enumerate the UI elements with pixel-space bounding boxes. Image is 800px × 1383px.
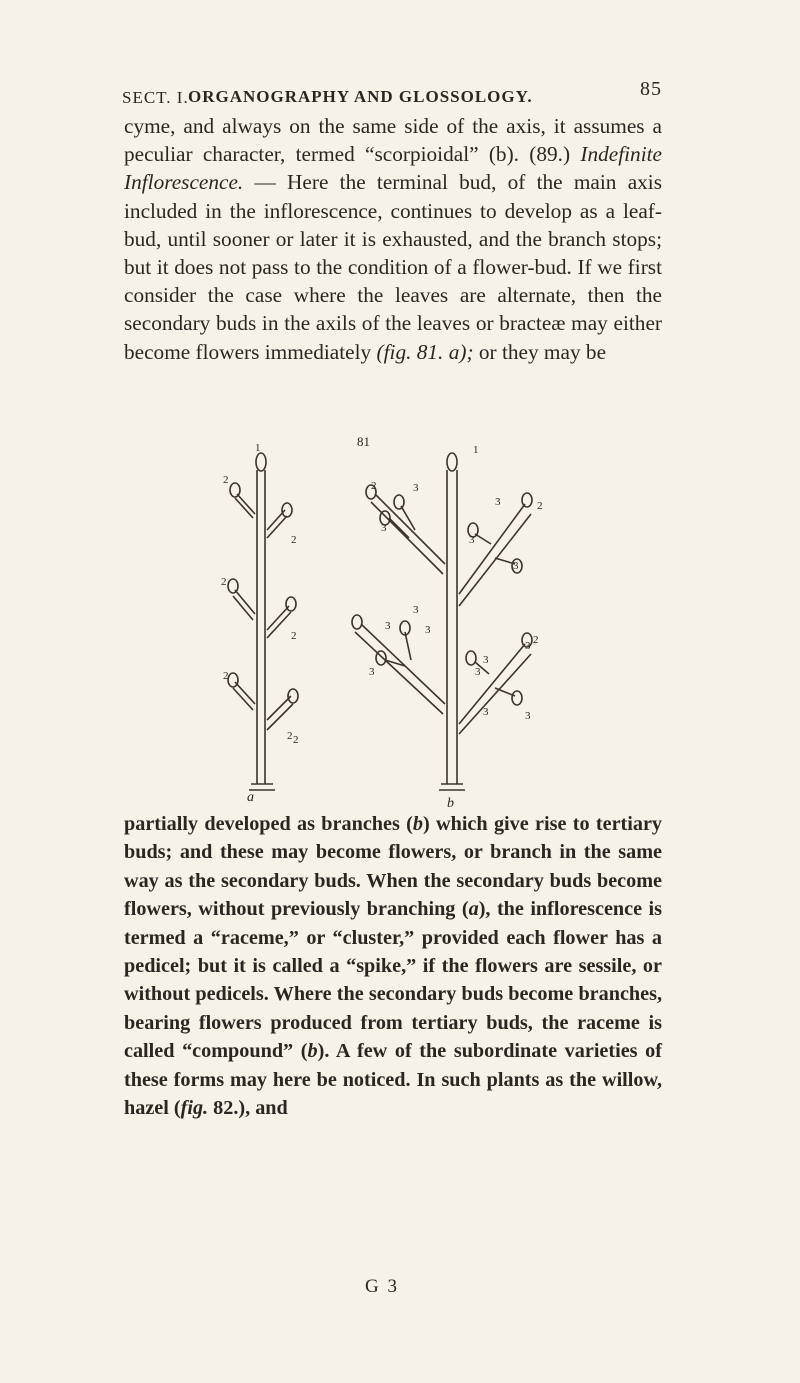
ref-b: b bbox=[307, 1040, 318, 1063]
figure-b-branch-number: 3 bbox=[469, 534, 475, 546]
figure-b-branch-number: 3 bbox=[495, 496, 501, 508]
figure-b-branch-number: 3 bbox=[525, 710, 531, 722]
paragraph-intro: cyme, and always on the same side of the axis, it assumes a peculiar character, termed “scorpioidal” (b). bbox=[124, 114, 662, 167]
figure-reference: fig. bbox=[180, 1097, 209, 1120]
figure-b-branch-number: 3 bbox=[413, 482, 419, 494]
figure-a-branch-number: 2 bbox=[293, 734, 299, 746]
figure-a-branch-number: 2 bbox=[221, 576, 227, 588]
paragraph-top bbox=[124, 112, 662, 366]
paragraph-tail: or they may be bbox=[478, 339, 607, 364]
text-segment: ). A few of the subordinate varieties of these forms may here be noticed. In such plants as the willow, hazel ( bbox=[124, 1040, 662, 1120]
figure-b-branch-number: 3 bbox=[425, 624, 431, 636]
figure-b-branch-number: 3 bbox=[525, 640, 531, 652]
figure-b-branch-number: 3 bbox=[475, 666, 481, 678]
text-segment: ), the inflorescence is termed a “raceme,” or “cluster,” provided each flower has a pedicel; but it is called a “spike,” if the flowers are sessile, or without pedicels. Where the secondary buds become branches, bearing flowers produced from tertiary buds, the raceme is called “compound” ( bbox=[124, 898, 662, 1063]
section-number: (89.) bbox=[529, 142, 571, 167]
section-label: SECT. I. bbox=[122, 88, 189, 107]
figure-a-branch-number: 2 bbox=[287, 730, 293, 742]
figure-b-branch-number: 2 bbox=[537, 500, 543, 512]
paragraph-body: — Here the terminal bud, of the main axis included in the inflorescence, continues to develop as a leaf-bud, until sooner or later it is exhausted, and the branch stops; but it does not pass to the condition of a flower-bud. If we first consider the case where the leaves are alternate, then the secondary buds in the axils of the leaves or bracteæ may either become flowers immediately bbox=[124, 170, 662, 364]
figure-b-branch-number: 3 bbox=[413, 604, 419, 616]
axis-b bbox=[447, 470, 457, 784]
figure-b-branch-number: 3 bbox=[385, 620, 391, 632]
figure-b-branch-number: 3 bbox=[369, 666, 375, 678]
figure-a-branch-number: 2 bbox=[291, 534, 297, 546]
figure-b-branch-number: 3 bbox=[483, 706, 489, 718]
text-segment: ) which give rise to tertiary buds; and these may become flowers, or branch in the same way as the secondary buds. When the secondary buds become flowers, without previously branching ( bbox=[124, 813, 663, 921]
figure-b-branch-number: 2 bbox=[533, 634, 539, 646]
text-segment: partially developed as branches ( bbox=[124, 813, 413, 835]
paragraph-bottom bbox=[124, 810, 662, 1122]
figure-b-branch-number: 2 bbox=[371, 480, 377, 492]
figure-label-a: a bbox=[247, 790, 254, 805]
figure-reference: (fig. 81. a); bbox=[376, 339, 474, 364]
figure-a-branch-number: 1 bbox=[255, 442, 261, 454]
figure-a-branch-number: 2 bbox=[291, 630, 297, 642]
figure-81 bbox=[195, 434, 575, 810]
axis-a bbox=[257, 470, 265, 784]
section-title: Indefinite Inflorescence. bbox=[124, 142, 662, 195]
figure-b-branch-number: 3 bbox=[381, 522, 387, 534]
figure-a-branch-number: 2 bbox=[223, 670, 229, 682]
ref-b: b bbox=[412, 813, 423, 835]
running-title: ORGANOGRAPHY AND GLOSSOLOGY. bbox=[188, 87, 533, 106]
running-head bbox=[122, 78, 662, 108]
signature-mark: G 3 bbox=[365, 1276, 399, 1297]
figure-a-branch-number: 2 bbox=[223, 474, 229, 486]
figure-b-branch-number: 1 bbox=[473, 444, 479, 456]
ref-a: a bbox=[468, 898, 479, 921]
text-segment: 82.), and bbox=[208, 1097, 288, 1120]
figure-number: 81 bbox=[357, 434, 370, 449]
figure-b-branch-number: 3 bbox=[483, 654, 489, 666]
figure-b-branch-number: 3 bbox=[513, 560, 519, 572]
figure-label-b: b bbox=[447, 796, 454, 811]
page-number: 85 bbox=[640, 78, 662, 100]
